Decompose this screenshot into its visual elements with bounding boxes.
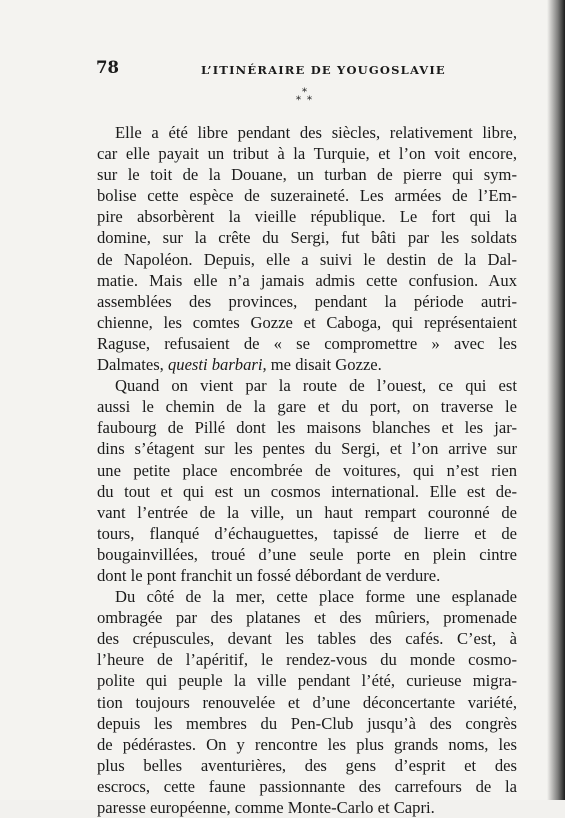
paragraph-1 [97, 122, 517, 375]
paragraph-3 [97, 586, 517, 818]
text-run: me disait Gozze. [266, 355, 382, 375]
text-line: du tout et qui est un cosmos international. Elle est de- [97, 481, 517, 501]
text-line: polite qui peuple la ville pendant l’été, curieuse migra- [97, 671, 517, 691]
text-run: Dalmates, [97, 355, 168, 375]
running-head [96, 60, 518, 80]
page-edge-shadow [547, 0, 565, 800]
text-line: tion toujours renouvelée et d’une déconcertante variété, [97, 692, 517, 712]
text-line: paresse européenne, comme Monte-Carlo et Capri. [97, 798, 435, 817]
text-line: Du côté de la mer, cette place forme une esplanade [115, 587, 517, 607]
text-line: des crépuscules, devant les tables des cafés. C’est, à [97, 629, 517, 649]
text-line: bolise cette espèce de suzeraineté. Les armées de l’Em- [97, 186, 517, 206]
text-line: de Napoléon. Depuis, elle a suivi le destin de la Dal- [97, 249, 517, 269]
text-line: depuis les membres du Pen-Club jusqu’à des congrès [97, 713, 517, 733]
text-line: plus belles aventurières, des gens d’esprit et des [97, 755, 517, 775]
asterism-star: * [296, 95, 301, 106]
text-line: assemblées des provinces, pendant la période autri- [97, 291, 517, 311]
text-line: vant l’entrée de la ville, un haut rempart couronné de [97, 502, 517, 522]
text-line: bougainvillées, troué d’une seule porte en plein cintre [97, 544, 517, 564]
italic-text: questi barbari, [167, 355, 267, 375]
text-line: sur le toit de la Douane, un turban de pierre qui sym- [97, 165, 517, 185]
text-line: matie. Mais elle n’a jamais admis cette confusion. Aux [97, 270, 517, 290]
asterism-star: * [307, 95, 312, 106]
asterism-ornament [295, 88, 319, 110]
text-line: une petite place encombrée de voitures, qui n’est rien [97, 460, 517, 480]
asterism-star: * [302, 87, 307, 98]
text-line [97, 354, 517, 375]
text-line: aussi le chemin de la gare et du port, on traverse le [97, 397, 517, 417]
text-line: chienne, les comtes Gozze et Caboga, qui représentaient [97, 312, 517, 332]
body-text [97, 122, 517, 818]
text-line: Elle a été libre pendant des siècles, relativement libre, [115, 123, 517, 142]
page-number: 78 [96, 58, 119, 77]
text-line: car elle payait un tribut à la Turquie, et l’on voit encore, [97, 144, 517, 164]
text-line: dont le pont franchit un fossé débordant de verdure. [97, 565, 441, 585]
text-line: pire absorbèrent la vieille république. Le fort qui la [97, 207, 517, 227]
text-line: de pédérastes. On y rencontre les plus grands noms, les [97, 734, 517, 754]
text-line: Quand on vient par la route de l’ouest, ce qui est [115, 376, 517, 396]
text-line: l’heure de l’apéritif, le rendez-vous du monde cosmo- [97, 650, 517, 670]
running-title: L’ITINÉRAIRE DE YOUGOSLAVIE [201, 63, 446, 77]
text-line: tours, flanqué d’échauguettes, tapissé de lierre et de [97, 523, 517, 543]
paragraph-2 [97, 375, 517, 586]
text-line: Raguse, refusaient de « se compromettre » avec les [97, 333, 517, 353]
text-line: domine, sur la crête du Sergi, fut bâti par les soldats [97, 228, 517, 248]
text-line: dins s’étagent sur les pentes du Sergi, et l’on arrive sur [97, 439, 517, 459]
text-line: escrocs, cette faune passionnante des carrefours de la [97, 776, 517, 796]
text-line: ombragée par des platanes et des mûriers, promenade [97, 608, 517, 628]
text-line: faubourg de Pillé dont les maisons blanches et les jar- [97, 418, 517, 438]
